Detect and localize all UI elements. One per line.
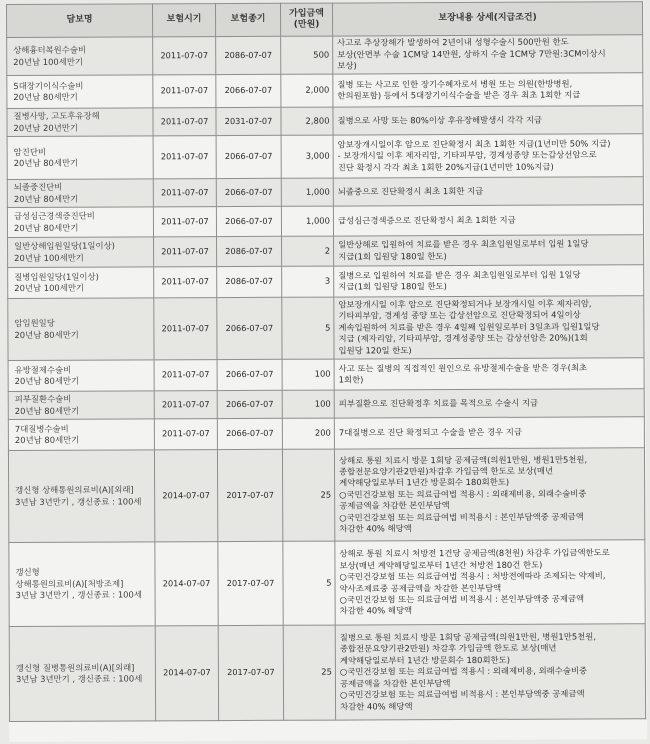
- end-date-cell: 2017-07-07: [218, 625, 283, 720]
- detail-line: 일반상해로 입원하여 치료를 받은 경우 최초입원일로부터 입원 1일당: [338, 238, 589, 250]
- detail-cell: [334, 296, 644, 359]
- amount-cell: 200: [282, 418, 334, 449]
- coverage-name-cell: [8, 360, 154, 392]
- coverage-name-line: 20년납 20년만기: [13, 122, 78, 133]
- detail-line: 차감한 40% 해당액: [340, 700, 413, 712]
- detail-line: 입원당 120일 한도): [338, 344, 412, 356]
- amount-cell: 2: [282, 236, 334, 266]
- table-header-row: [7, 2, 643, 38]
- detail-cell: [334, 358, 644, 390]
- table-row: [8, 265, 644, 299]
- detail-line: ○국민건강보험 또는 의료급여법 비적용시 : 본인부담액중 공제금액: [339, 593, 585, 605]
- coverage-name-line: 질병입원일당(1일이상): [14, 271, 99, 282]
- detail-cell: [333, 177, 643, 206]
- detail-line: ○국민건강보험 또는 의료급여법 비적용시 : 본인부담액중 공제금액: [339, 511, 584, 523]
- coverage-name-cell: [8, 450, 154, 543]
- detail-line: ○국민건강보험 또는 의료급여법 적용시 : 외래제비용, 외래수술비중: [339, 665, 588, 677]
- detail-line: 지급(1회 입원당 180일 한도): [338, 281, 447, 292]
- start-date-cell: 2014-07-07: [155, 542, 218, 626]
- detail-line: 상해로 통원 치료시 방문 1회당 공제금액(의원1만원, 병원1만5천원,: [338, 454, 588, 466]
- coverage-table: [6, 1, 646, 722]
- start-date-cell: 2014-07-07: [155, 626, 218, 721]
- detail-line: 보상(매년 계약해당일로부터 1년간 처방전 180건 한도): [339, 559, 543, 571]
- end-date-cell: 2086-07-07: [217, 236, 282, 266]
- detail-line: 사고 또는 질병의 직접적인 원인으로 유방절제수술을 받은 경우(최초: [338, 362, 588, 374]
- amount-cell: 3,000: [281, 135, 333, 178]
- table-row: [8, 389, 644, 420]
- detail-line: 보상(안면부 수술 1CM당 14만원, 상하지 수술 1CM당 7만원:3CM이상시: [337, 48, 606, 60]
- detail-cell: [333, 73, 643, 107]
- coverage-name-line: 질병사망, 고도후유장해: [13, 110, 100, 122]
- start-date-cell: 2011-07-07: [154, 267, 217, 298]
- coverage-name-cell: [7, 136, 153, 180]
- detail-cell: [333, 134, 643, 178]
- coverage-name-line: 급성심근경색증진단비: [13, 210, 95, 222]
- detail-line: 계약해당일로부터 1년간 방문회수 180회한도): [339, 654, 510, 666]
- detail-line: 암보장개시일 이후 암으로 진단확정되거나 보장개시일 이후 제자리암,: [338, 298, 592, 310]
- coverage-name-line: 갱신형 상해통원의료비(A)[외래]: [15, 484, 134, 496]
- start-date-cell: 2011-07-07: [154, 298, 217, 360]
- coverage-name-cell: [8, 419, 154, 451]
- detail-line: 종합전문요양기관2만원) 차감후 가입금액 한도로 보상(매년: [339, 643, 557, 655]
- end-date-cell: 2066-07-07: [217, 297, 282, 359]
- coverage-name-line: 갱신형 질병통원의료비(A)[외래]: [15, 662, 135, 673]
- detail-cell: [335, 540, 645, 625]
- detail-line: 계속입원하여 치료를 받은 경우 4일째 입원일로부터 3일초과 입원1일당: [338, 321, 600, 333]
- start-date-cell: 2011-07-07: [153, 207, 216, 237]
- coverage-name-line: 피부질환수술비: [14, 393, 72, 405]
- coverage-name-line: 5대장기이식수술비: [13, 80, 84, 91]
- end-date-cell: 2066-07-07: [217, 390, 282, 418]
- end-date-cell: 2066-07-07: [217, 359, 282, 390]
- coverage-name-line: 20년납 80세만기: [13, 193, 79, 204]
- end-date-cell: 2017-07-07: [217, 449, 282, 541]
- detail-line: 차감한 40% 해당액: [339, 605, 413, 616]
- coverage-document: [6, 1, 647, 742]
- start-date-cell: 2011-07-07: [154, 360, 217, 391]
- coverage-name-line: 뇌졸중진단비: [13, 181, 63, 193]
- start-date-cell: 2014-07-07: [154, 450, 217, 542]
- table-body: [7, 35, 646, 722]
- amount-cell: 25: [283, 625, 335, 720]
- start-date-cell: 2011-07-07: [153, 37, 216, 75]
- detail-line: 급성심근경색증으로 진단확정시 최초 1회한 지급: [337, 214, 516, 226]
- detail-line: ○국민건강보험 또는 의료급여법 비적용시 : 본인부담액중 공제금액: [339, 688, 585, 700]
- end-date-cell: 2017-07-07: [218, 541, 283, 625]
- coverage-name-cell: [7, 207, 153, 238]
- detail-line: 공제금액을 차감한 본인부담액: [339, 677, 451, 689]
- coverage-name-line: 20년납 100세만기: [14, 282, 85, 293]
- end-date-cell: 2066-07-07: [216, 135, 281, 178]
- detail-line: 지급(1회 입원당 180일 한도): [338, 250, 447, 262]
- amount-cell: 1,000: [281, 178, 333, 206]
- coverage-name-cell: [9, 626, 155, 722]
- start-date-cell: 2011-07-07: [153, 179, 216, 207]
- detail-line: ○국민건강보험 또는 의료급여법 적용시 : 외래제비용, 외래수술비중: [339, 488, 587, 500]
- start-date-cell: 2011-07-07: [153, 108, 216, 136]
- detail-line: 암보장개시일이후 암으로 진단확정시 최초 1회한 지급(1년미만 50% 지급): [337, 138, 611, 150]
- detail-cell: [334, 417, 644, 449]
- end-date-cell: 2066-07-07: [216, 74, 281, 107]
- start-date-cell: 2011-07-07: [154, 391, 217, 419]
- amount-cell: 2,800: [281, 107, 333, 135]
- coverage-name-line: 암입원일당: [14, 317, 55, 329]
- amount-cell: 5: [283, 541, 335, 625]
- detail-line: 피부질환으로 진단확정후 치료를 목적으로 수술시 지급: [338, 397, 539, 409]
- detail-line: ○국민건강보험 또는 의료급여법 적용시 : 처방전에따라 조제되는 약제비,: [339, 570, 606, 582]
- end-date-cell: 2086-07-07: [217, 266, 282, 297]
- coverage-name-cell: [7, 179, 153, 208]
- detail-line: 질병 또는 사고로 인한 장기수혜자로서 병원 또는 의원(한방병원,: [337, 78, 573, 90]
- detail-line: 뇌졸중으로 진단확정시 최초 1회한 지급: [337, 185, 484, 197]
- detail-line: 질병으로 입원하여 치료를 받은 경우 최초입원일로부터 입원 1일당: [338, 269, 581, 281]
- header-coverage-name: 담보명: [7, 4, 153, 38]
- start-date-cell: 2011-07-07: [154, 237, 217, 267]
- amount-cell: 100: [282, 390, 334, 418]
- coverage-name-line: 20년납 80세만기: [14, 375, 80, 386]
- table-row: [8, 358, 644, 392]
- coverage-name-line: 20년납 100세만기: [14, 252, 84, 263]
- coverage-name-line: 20년납 80세만기: [13, 222, 79, 233]
- detail-line: 차감한 40% 해당액: [339, 523, 412, 534]
- coverage-name-line: 3년납 3년만기 , 갱신종료 : 100세: [15, 495, 142, 507]
- coverage-name-line: 20년납 80세만기: [13, 91, 78, 102]
- coverage-name-cell: [8, 237, 154, 268]
- detail-line: 지급 (제자리암, 기타피부암, 경계성종양 또는 갑상선암은 20%)(1회: [338, 332, 588, 344]
- amount-cell: 5: [282, 297, 334, 359]
- detail-line: 보상): [337, 60, 357, 71]
- detail-cell: [333, 106, 643, 135]
- amount-cell: 500: [281, 36, 333, 74]
- amount-cell: 2,000: [281, 74, 333, 107]
- end-date-cell: 2031-07-07: [216, 107, 281, 135]
- detail-line: 종합전문요양기관2만원)차감후 가입금액 한도로 보상(매년: [339, 465, 554, 477]
- coverage-name-line: 암진단비: [13, 146, 47, 157]
- coverage-name-cell: [7, 37, 153, 76]
- detail-line: 상해로 통원 치료시 처방전 1건당 공제금액(8천원) 차감후 가입금액한도로: [339, 547, 610, 559]
- start-date-cell: 2011-07-07: [153, 75, 216, 108]
- detail-line: - 보장개시일 이후 제자리암, 기타피부암, 경계성종양 또는갑상선암으로: [337, 149, 597, 161]
- coverage-name-cell: [8, 267, 154, 299]
- detail-line: 공제금액을 차감한 본인부담액: [339, 500, 450, 511]
- amount-cell: 25: [282, 449, 334, 541]
- detail-line: 한의원포함) 등에서 5대장기이식수술을 받은 경우 최초 1회한 지급: [337, 89, 581, 101]
- table-row: [7, 35, 643, 76]
- table-row: [7, 134, 643, 180]
- coverage-name-line: 갱신형: [15, 567, 40, 578]
- table-row: [7, 73, 643, 109]
- detail-line: 약사조제료중 공제금액을 차감한 본인부담액: [339, 582, 502, 594]
- header-end-date: 보험종기: [216, 3, 281, 36]
- header-amount: 가입금액 (만원): [280, 3, 332, 36]
- detail-cell: [333, 35, 643, 74]
- table-row: [9, 624, 645, 722]
- detail-cell: [334, 389, 644, 418]
- end-date-cell: 2066-07-07: [217, 418, 282, 449]
- coverage-name-cell: [8, 298, 154, 361]
- coverage-name-line: 3년납 3년만기 , 갱신종료 : 100세: [15, 673, 143, 684]
- coverage-name-line: 상해통원의료비(A)[처방조제]: [15, 578, 124, 589]
- coverage-name-cell: [8, 391, 154, 420]
- table-row: [8, 448, 644, 543]
- coverage-name-line: 일반상해입원일당(1일이상): [14, 240, 115, 252]
- detail-line: 사고로 추상장해가 발생하여 2년이내 성형수술시 500만원 한도: [337, 36, 569, 48]
- detail-cell: [333, 205, 643, 236]
- coverage-name-line: 20년납 100세만기: [13, 56, 84, 67]
- start-date-cell: 2011-07-07: [153, 136, 216, 179]
- coverage-name-line: 20년납 80세만기: [14, 405, 80, 416]
- end-date-cell: 2086-07-07: [216, 36, 281, 74]
- detail-line: 1회한): [338, 374, 364, 385]
- table-row: [7, 177, 643, 208]
- detail-line: 질병으로 통원 치료시 방문 1회당 공제금액(의원1만원, 병원1만5천원,: [339, 631, 597, 643]
- table-row: [8, 296, 644, 361]
- coverage-name-line: 7대질병수술비: [14, 423, 69, 434]
- detail-line: 계약해당일로부터 1년간 방문회수 180회한도): [339, 477, 510, 488]
- table-row: [8, 235, 644, 268]
- coverage-name-cell: [7, 75, 153, 109]
- header-detail: 보장내용 상세(지급조건): [332, 2, 642, 36]
- detail-cell: [334, 265, 644, 297]
- amount-cell: 3: [282, 266, 334, 297]
- detail-cell: [335, 624, 645, 720]
- amount-cell: 100: [282, 359, 334, 390]
- table-row: [7, 106, 643, 137]
- coverage-name-cell: [9, 542, 155, 627]
- end-date-cell: 2066-07-07: [216, 206, 281, 236]
- amount-cell: 1,000: [281, 206, 333, 236]
- start-date-cell: 2011-07-07: [154, 419, 217, 450]
- coverage-name-line: 20년납 80세만기: [13, 157, 79, 168]
- coverage-name-line: 유방절제수술비: [14, 364, 72, 375]
- header-start-date: 보험시기: [153, 4, 216, 37]
- coverage-name-line: 3년납 3년만기 , 갱신종료 : 100세: [15, 589, 142, 601]
- detail-cell: [334, 448, 644, 541]
- table-row: [8, 417, 644, 451]
- coverage-name-cell: [7, 108, 153, 137]
- table-row: [9, 540, 645, 627]
- end-date-cell: 2066-07-07: [216, 178, 281, 206]
- coverage-name-line: 20년납 80세만기: [14, 329, 79, 340]
- detail-line: 진단 확정시 각각 최초 1회한 20%지급(1년미만 10%지급): [337, 161, 554, 173]
- detail-line: 기타피부암, 경계성 종양 또는 갑상선암으로 진단확정되어 4일이상: [338, 309, 581, 321]
- table-row: [7, 205, 643, 238]
- detail-cell: [334, 235, 644, 266]
- coverage-name-line: 20년납 80세만기: [14, 434, 80, 445]
- coverage-name-line: 상해흉터복원수술비: [13, 44, 87, 56]
- detail-line: 7대질병으로 진단 확정되고 수술을 받은 경우 지급: [338, 427, 523, 438]
- detail-line: 질병으로 사망 또는 80%이상 후유장해발생시 각각 지급: [337, 114, 543, 126]
